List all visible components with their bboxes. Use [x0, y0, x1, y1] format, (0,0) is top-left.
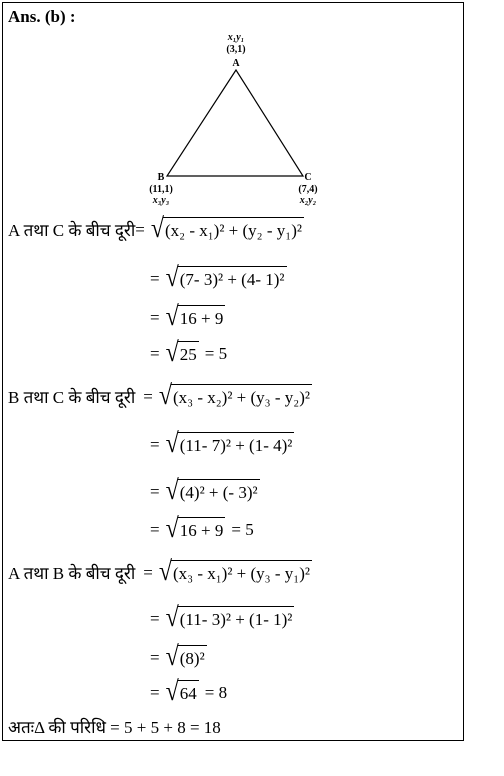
radical: √ 64 [165, 676, 197, 707]
radicand: (4)² + (- 3)² [178, 479, 260, 504]
radicand: (11- 3)² + (1- 1)² [178, 606, 295, 631]
step-lhs: A तथा B के बीच दूरी [8, 564, 136, 583]
step-line [150, 301, 225, 332]
step-result: = 5 [231, 519, 254, 539]
perimeter-conclusion: अतःΔ की परिधि = 5 + 5 + 8 = 18 [8, 718, 221, 737]
step-line [8, 556, 312, 587]
step-line [8, 213, 304, 244]
radicand: 16 + 9 [178, 517, 226, 542]
step-line [150, 513, 254, 544]
step-line [150, 676, 228, 707]
radical: √ (8)² [165, 641, 205, 672]
radicand: 25 [178, 341, 199, 366]
step-line [150, 262, 287, 293]
step-line [150, 641, 207, 672]
radical: √ (x₃ - x₂)² + (y₃ - y₂)² [158, 380, 310, 411]
equals-sign: = [150, 682, 160, 702]
vertex-a-coords: (3,1) [226, 44, 246, 55]
vertex-b-label: B [157, 172, 165, 183]
radical: √ (7- 3)² + (4- 1)² [165, 262, 285, 293]
radicand: (11- 7)² + (1- 4)² [178, 432, 295, 457]
vertex-c-vars: x₂y₂ [299, 195, 317, 206]
radical: √ (11- 7)² + (1- 4)² [165, 428, 293, 459]
vertex-a-label: A [232, 58, 240, 69]
radicand: 16 + 9 [178, 305, 226, 330]
radicand: (8)² [178, 645, 207, 670]
vertex-c-label: C [304, 172, 312, 183]
step-lhs: A तथा C के बीच दूरी [8, 221, 136, 240]
radicand: (x₃ - x₂)² + (y₃ - y₂)² [171, 384, 312, 409]
step-line [8, 380, 312, 411]
radical: √ (x₂ - x₁)² + (y₂ - y₁)² [150, 213, 302, 244]
equals-sign: = [150, 343, 160, 363]
radicand: (x₃ - x₁)² + (y₃ - y₁)² [171, 560, 312, 585]
step-result: = 8 [204, 682, 228, 702]
step-line [150, 428, 294, 459]
vertex-b-coords: (11,1) [149, 184, 173, 195]
step-lhs: B तथा C के बीच दूरी [8, 388, 136, 407]
answer-heading: Ans. (b) : [8, 7, 76, 26]
equals-sign: = [150, 608, 160, 628]
vertex-c-coords: (7,4) [298, 184, 318, 195]
equals-sign: = [150, 519, 160, 539]
radicand: (7- 3)² + (4- 1)² [178, 266, 287, 291]
triangle-diagram [0, 0, 504, 230]
triangle-shape [167, 70, 303, 176]
vertex-b-vars: x₃y₃ [152, 195, 170, 206]
radical: √ 25 [165, 337, 197, 368]
step-line [150, 475, 260, 506]
equals-sign: = [143, 386, 153, 406]
radicand: 64 [178, 680, 199, 705]
radical: √ 16 + 9 [165, 301, 224, 332]
equals-sign: = [150, 434, 160, 454]
radicand: (x₂ - x₁)² + (y₂ - y₁)² [163, 217, 304, 242]
radical: √ 16 + 9 [165, 513, 224, 544]
step-result: = 5 [204, 343, 228, 363]
equals-sign: = [150, 481, 160, 501]
equals-sign: = [150, 307, 160, 327]
radical: √ (11- 3)² + (1- 1)² [165, 602, 293, 633]
vertex-a-vars: x₁y₁ [227, 32, 245, 43]
step-line [150, 337, 228, 368]
radical: √ (x₃ - x₁)² + (y₃ - y₁)² [158, 556, 310, 587]
equals-sign: = [143, 562, 153, 582]
equals-sign: = [150, 647, 160, 667]
radical: √ (4)² + (- 3)² [165, 475, 258, 506]
step-line [150, 602, 294, 633]
equals-sign: = [150, 268, 160, 288]
equals-sign: = [135, 219, 145, 239]
